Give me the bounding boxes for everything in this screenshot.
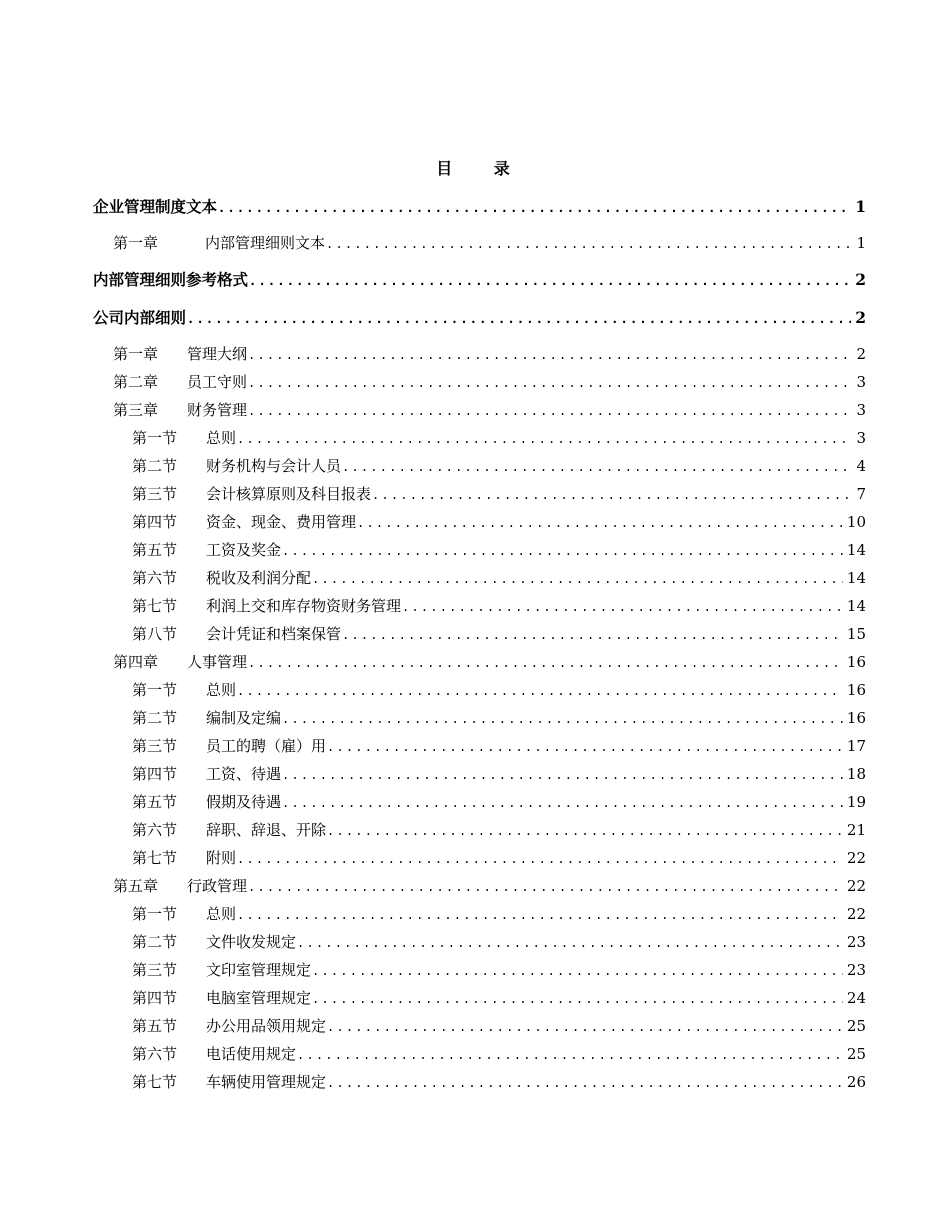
toc-entry-label	[93, 195, 217, 219]
toc-entry-label	[113, 650, 247, 674]
dot-leader	[297, 931, 843, 955]
toc-entry-title: 企业管理制度文本	[93, 197, 218, 216]
toc-entry-number: 第三节	[132, 485, 178, 503]
toc-entry-section[interactable]	[93, 482, 866, 506]
toc-entry-section[interactable]	[93, 1014, 866, 1038]
toc-entry-page-number: 3	[856, 373, 866, 391]
toc-entry-section[interactable]	[93, 846, 866, 870]
dot-leader	[282, 707, 843, 731]
dot-leader	[327, 819, 843, 843]
toc-entry-label	[93, 306, 186, 330]
toc-entry-page-number: 1	[855, 197, 866, 216]
toc-entry-title: 工资及奖金	[206, 541, 282, 559]
toc-entry-number: 第六节	[132, 821, 178, 839]
dot-leader	[312, 567, 843, 591]
dot-leader	[237, 427, 852, 451]
toc-entry-label	[132, 510, 356, 534]
toc-entry-page-number: 25	[846, 1017, 866, 1035]
toc-entry-page-number: 16	[846, 681, 866, 699]
toc-entry-label	[132, 846, 236, 870]
toc-entry-chapter[interactable]	[93, 370, 866, 394]
toc-entry-title: 员工守则	[187, 373, 248, 391]
toc-entry-number: 第一章	[113, 234, 159, 252]
toc-entry-label	[132, 986, 311, 1010]
toc-entry-title: 税收及利润分配	[206, 569, 312, 587]
toc-entry-page-number: 2	[855, 270, 866, 289]
toc-entry-label	[132, 482, 371, 506]
toc-entry-label	[132, 1070, 326, 1094]
toc-entry-number: 第五节	[132, 541, 178, 559]
dot-leader	[297, 1043, 843, 1067]
toc-entry-number: 第七节	[132, 597, 178, 615]
toc-entry-page-number: 2	[856, 345, 866, 363]
toc-entry-chapter[interactable]	[93, 398, 866, 422]
toc-entry-number: 第二节	[132, 933, 178, 951]
toc-entry-section[interactable]	[93, 426, 866, 450]
toc-entry-title: 总则	[206, 905, 237, 923]
dot-leader	[402, 595, 843, 619]
dot-leader	[249, 269, 851, 293]
toc-entry-section[interactable]	[93, 622, 866, 646]
toc-entry-label	[132, 594, 401, 618]
toc-entry-label	[132, 930, 296, 954]
dot-leader	[312, 987, 843, 1011]
toc-entry-page-number: 22	[846, 849, 866, 867]
toc-entry-number: 第一节	[132, 905, 178, 923]
toc-entry-page-number: 14	[846, 541, 866, 559]
toc-entry-section[interactable]	[93, 958, 866, 982]
toc-entry-label	[132, 902, 236, 926]
toc-entry-section[interactable]	[93, 538, 866, 562]
toc-entry-number: 第一章	[113, 345, 159, 363]
toc-entry-page-number: 23	[846, 961, 866, 979]
toc-entry-title: 公司内部细则	[93, 308, 187, 327]
toc-entry-label	[132, 790, 281, 814]
toc-entry-title: 工资、待遇	[206, 765, 282, 783]
toc-entry-chapter[interactable]	[93, 650, 866, 674]
toc-entry-label	[113, 398, 247, 422]
toc-entry-title: 文件收发规定	[206, 933, 297, 951]
toc-entry-section[interactable]	[93, 762, 866, 786]
toc-entry-page-number: 18	[846, 765, 866, 783]
dot-leader	[327, 735, 843, 759]
toc-entry-chapter[interactable]	[93, 231, 866, 255]
toc-entry-section[interactable]	[93, 734, 866, 758]
toc-entry-label	[132, 566, 311, 590]
toc-entry-label	[113, 874, 247, 898]
toc-entry-label	[132, 454, 341, 478]
toc-entry-title: 内部管理细则参考格式	[93, 270, 249, 289]
dot-leader	[357, 511, 843, 535]
toc-entry-number: 第六节	[132, 1045, 178, 1063]
toc-entry-label	[132, 1014, 326, 1038]
toc-entry-page-number: 15	[846, 625, 866, 643]
toc-entry-page-number: 21	[846, 821, 866, 839]
toc-entry-number: 第三章	[113, 401, 159, 419]
toc-entry-chapter[interactable]	[93, 874, 866, 898]
toc-entry-number: 第二节	[132, 457, 178, 475]
toc-entry-label	[113, 370, 247, 394]
toc-entry-label	[113, 342, 247, 366]
toc-entry-page-number: 14	[846, 597, 866, 615]
toc-entry-page-number: 24	[846, 989, 866, 1007]
toc-entry-section[interactable]	[93, 510, 866, 534]
dot-leader	[342, 623, 843, 647]
toc-entry-number: 第一节	[132, 681, 178, 699]
toc-entry-label	[132, 1042, 296, 1066]
dot-leader	[248, 399, 852, 423]
toc-entry-page-number: 10	[846, 513, 866, 531]
toc-entry-number: 第五节	[132, 1017, 178, 1035]
toc-entry-title: 会计凭证和档案保管	[206, 625, 342, 643]
toc-entry-page-number: 22	[846, 877, 866, 895]
toc-entry-number: 第四节	[132, 989, 178, 1007]
toc-entry-page-number: 3	[856, 401, 866, 419]
toc-entry-section[interactable]	[93, 454, 866, 478]
toc-entry-label	[132, 818, 326, 842]
toc-entry-title: 辞职、辞退、开除	[206, 821, 327, 839]
toc-entry-title: 总则	[206, 681, 237, 699]
toc-entry-part[interactable]	[93, 268, 866, 292]
dot-leader	[282, 539, 843, 563]
dot-leader	[187, 307, 851, 331]
toc-entry-number: 第六节	[132, 569, 178, 587]
toc-entry-title: 行政管理	[187, 877, 248, 895]
toc-entry-page-number: 22	[846, 905, 866, 923]
toc-entry-chapter[interactable]	[93, 342, 866, 366]
toc-entry-title: 附则	[206, 849, 237, 867]
toc-entry-section[interactable]	[93, 678, 866, 702]
toc-entry-title: 员工的聘（雇）用	[206, 737, 327, 755]
toc-entry-label	[113, 231, 325, 255]
toc-entry-section[interactable]	[93, 818, 866, 842]
toc-entry-title: 利润上交和库存物资财务管理	[206, 597, 402, 615]
toc-entry-label	[132, 538, 281, 562]
toc-entry-page-number: 26	[846, 1073, 866, 1091]
toc-entry-title: 电脑室管理规定	[206, 989, 312, 1007]
dot-leader	[248, 875, 843, 899]
dot-leader	[282, 763, 843, 787]
toc-entry-label	[132, 622, 341, 646]
toc-title: 目 录	[436, 159, 528, 178]
toc-entry-number: 第三节	[132, 737, 178, 755]
dot-leader	[326, 232, 852, 256]
dot-leader	[372, 483, 852, 507]
toc-entry-page-number: 25	[846, 1045, 866, 1063]
toc-entry-page-number: 7	[856, 485, 866, 503]
toc-entry-page-number: 2	[855, 308, 866, 327]
toc-entry-page-number: 19	[846, 793, 866, 811]
toc-entry-label	[132, 762, 281, 786]
toc-entry-section[interactable]	[93, 1042, 866, 1066]
toc-entry-page-number: 3	[856, 429, 866, 447]
toc-entry-number: 第七节	[132, 1073, 178, 1091]
toc-entry-section[interactable]	[93, 1070, 866, 1094]
toc-entry-section[interactable]	[93, 566, 866, 590]
toc-entry-title: 车辆使用管理规定	[206, 1073, 327, 1091]
dot-leader	[282, 791, 843, 815]
toc-entry-title: 会计核算原则及科目报表	[206, 485, 372, 503]
toc-entry-title: 财务管理	[187, 401, 248, 419]
toc-entry-title: 假期及待遇	[206, 793, 282, 811]
toc-entry-page-number: 17	[846, 737, 866, 755]
toc-entry-number: 第二节	[132, 709, 178, 727]
toc-entry-title: 编制及定编	[206, 709, 282, 727]
toc-entry-page-number: 16	[846, 653, 866, 671]
toc-entry-page-number: 16	[846, 709, 866, 727]
dot-leader	[342, 455, 852, 479]
toc-entry-title: 资金、现金、费用管理	[206, 513, 357, 531]
toc-entry-label	[93, 268, 248, 292]
toc-entry-label	[132, 734, 326, 758]
toc-entry-title: 人事管理	[187, 653, 248, 671]
toc-entry-title: 总则	[206, 429, 237, 447]
toc-entry-title: 财务机构与会计人员	[206, 457, 342, 475]
toc-entry-label	[132, 426, 236, 450]
toc-entry-title: 内部管理细则文本	[205, 234, 326, 252]
dot-leader	[237, 847, 843, 871]
toc-entry-number: 第四章	[113, 653, 159, 671]
dot-leader	[237, 903, 843, 927]
dot-leader	[218, 196, 851, 220]
toc-entry-title: 管理大纲	[187, 345, 248, 363]
toc-entry-number: 第七节	[132, 849, 178, 867]
toc-entry-number: 第四节	[132, 765, 178, 783]
toc-entry-page-number: 1	[856, 234, 866, 252]
dot-leader	[312, 959, 843, 983]
toc-entry-label	[132, 706, 281, 730]
toc-entry-section[interactable]	[93, 594, 866, 618]
dot-leader	[248, 343, 852, 367]
toc-entry-title: 文印室管理规定	[206, 961, 312, 979]
dot-leader	[248, 371, 852, 395]
toc-entry-title: 办公用品领用规定	[206, 1017, 327, 1035]
toc-entry-number: 第四节	[132, 513, 178, 531]
dot-leader	[248, 651, 843, 675]
toc-entry-page-number: 14	[846, 569, 866, 587]
toc-entry-part[interactable]	[93, 306, 866, 330]
toc-entry-label	[132, 678, 236, 702]
toc-entry-number: 第八节	[132, 625, 178, 643]
toc-entry-label	[132, 958, 311, 982]
toc-entry-number: 第五章	[113, 877, 159, 895]
toc-entry-section[interactable]	[93, 790, 866, 814]
toc-entry-section[interactable]	[93, 706, 866, 730]
toc-entry-number: 第五节	[132, 793, 178, 811]
dot-leader	[237, 679, 843, 703]
toc-entry-section[interactable]	[93, 986, 866, 1010]
dot-leader	[327, 1015, 843, 1039]
toc-entry-page-number: 4	[856, 457, 866, 475]
toc-entry-title: 电话使用规定	[206, 1045, 297, 1063]
toc-entry-number: 第二章	[113, 373, 159, 391]
toc-entry-part[interactable]	[93, 195, 866, 219]
toc-entry-page-number: 23	[846, 933, 866, 951]
toc-entry-number: 第三节	[132, 961, 178, 979]
toc-entry-section[interactable]	[93, 930, 866, 954]
toc-entry-section[interactable]	[93, 902, 866, 926]
toc-entry-number: 第一节	[132, 429, 178, 447]
dot-leader	[327, 1071, 843, 1095]
